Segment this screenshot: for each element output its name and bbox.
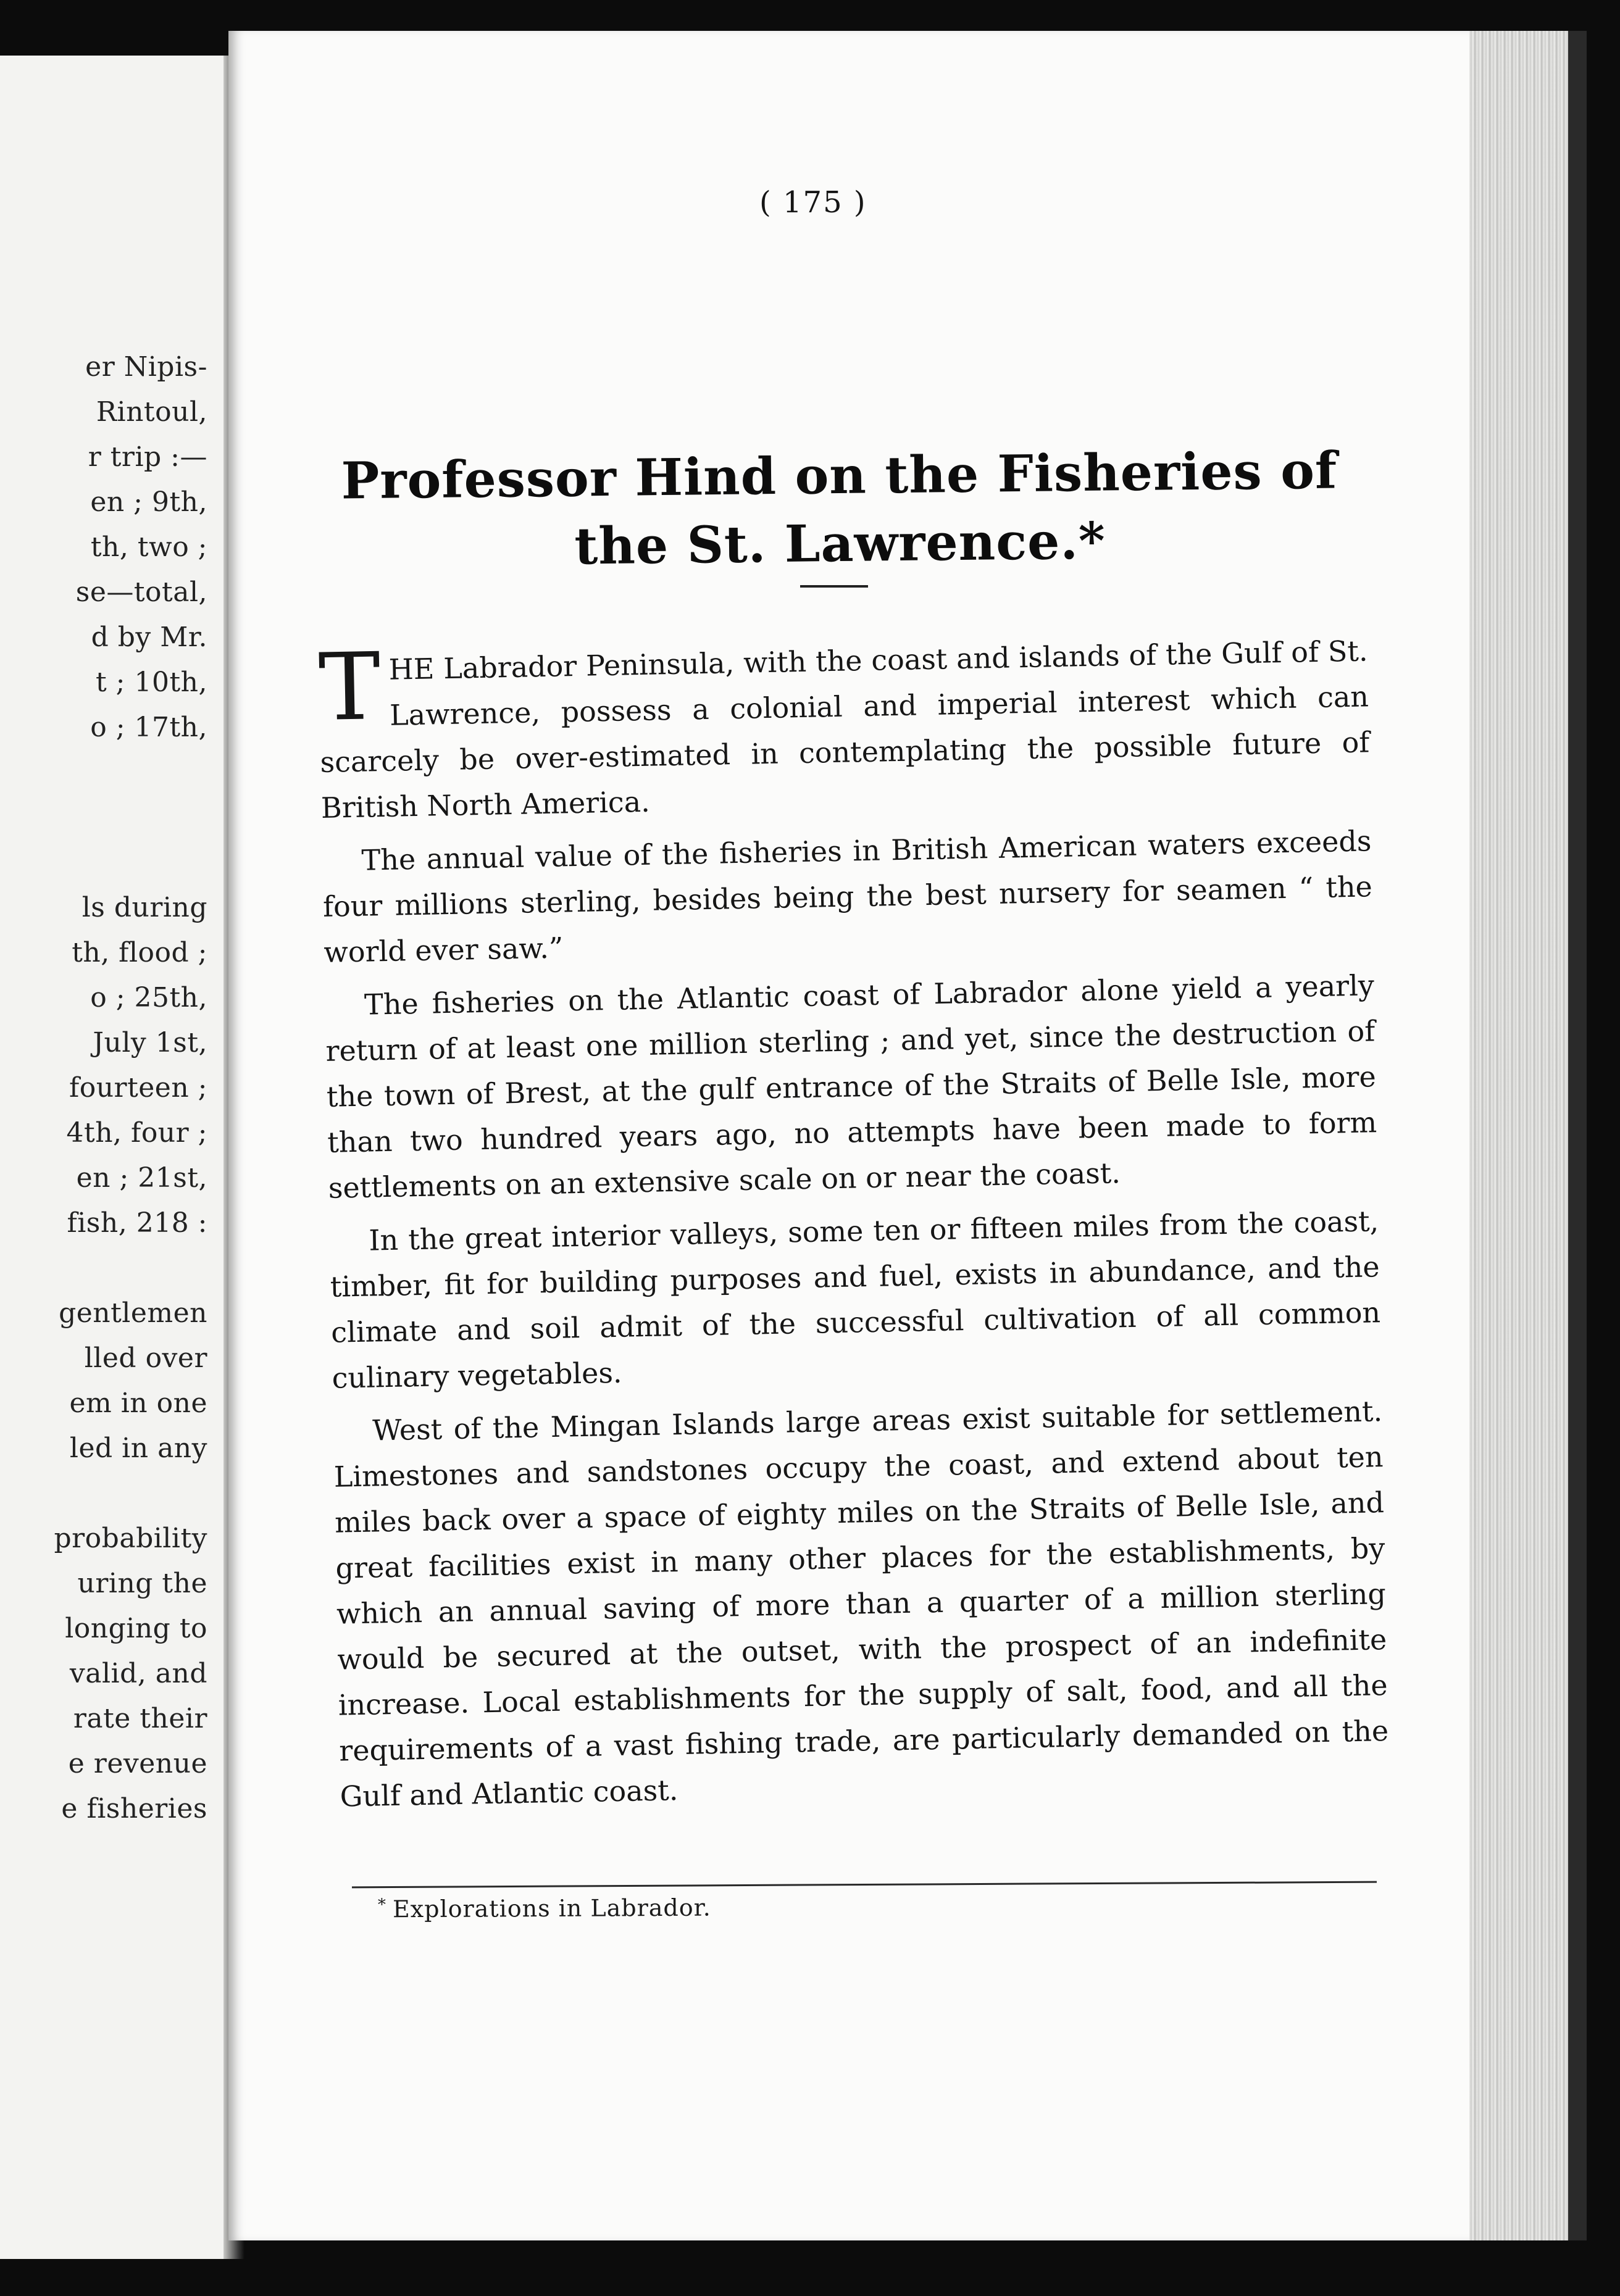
- facing-page-line: se—total,: [75, 576, 207, 608]
- facing-page-line: lled over: [84, 1342, 207, 1374]
- paragraph: In the great interior valleys, some ten or fifteen miles from the coast, timber, fit for building purposes and fuel, exists in abundance, and the climate and soil admit of the successful cultivation of all common culinary vegetables.: [330, 1204, 1381, 1395]
- title-divider: [800, 585, 868, 588]
- facing-page-line: e fisheries: [61, 1793, 207, 1824]
- facing-page: [0, 56, 235, 2259]
- facing-page-line: uring the: [77, 1568, 207, 1599]
- article-body: [318, 628, 1390, 1826]
- footnote-mark: *: [377, 1895, 387, 1915]
- facing-page-line: led in any: [69, 1433, 207, 1464]
- facing-page-line: rate their: [73, 1703, 207, 1734]
- footnote-text: Explorations in Labrador.: [392, 1894, 711, 1923]
- paragraph: The annual value of the fisheries in British American waters exceeds four millions sterling, besides being the best nursery for seamen “ the world ever saw.”: [322, 824, 1373, 969]
- facing-page-line: em in one: [69, 1387, 207, 1419]
- facing-page-line: en ; 9th,: [90, 486, 207, 518]
- paragraph-text: HE Labrador Peninsula, with the coast and islands of the Gulf of St. Lawrence, possess a colonial and imperial interest which can scarcely be over-estimated in contemplating the possible future of British North America.: [320, 634, 1370, 825]
- paragraph: [318, 628, 1371, 831]
- facing-page-line: th, flood ;: [72, 937, 207, 968]
- facing-page-line: o ; 25th,: [90, 982, 207, 1013]
- facing-page-line: t ; 10th,: [96, 667, 207, 698]
- facing-page-line: o ; 17th,: [90, 712, 207, 743]
- drop-cap: T: [317, 633, 382, 742]
- facing-page-line: gentlemen: [59, 1297, 207, 1329]
- facing-page-line: 4th, four ;: [66, 1117, 207, 1149]
- facing-page-line: probability: [54, 1523, 207, 1554]
- facing-page-line: e revenue: [68, 1748, 207, 1779]
- facing-page-line: longing to: [65, 1613, 207, 1644]
- facing-page-line: en ; 21st,: [76, 1162, 207, 1194]
- facing-page-line: fourteen ;: [69, 1072, 207, 1104]
- footnote: [378, 1894, 711, 1923]
- page-title: Professor Hind on the Fisheries of the St. Lawrence.*: [341, 441, 1338, 576]
- facing-page-line: July 1st,: [93, 1027, 207, 1059]
- paragraph: West of the Mingan Islands large areas exist suitable for settlement. Limestones and sandstones occupy the coast, and extend about ten miles back over a space of eighty miles on the Straits of Belle Isle, and great facilities exist in many other places for the establishments, by which an annual saving of more than a quarter of a million sterling would be secured at the outset, with the prospect of an indefinite increase. Local establishments for the supply of salt, food, and all the requirements of a vast fishing trade, are particularly demanded on the Gulf and Atlantic coast.: [333, 1394, 1389, 1813]
- page-number: ( 175 ): [759, 185, 867, 220]
- facing-page-line: d by Mr.: [91, 622, 207, 653]
- facing-page-line: r trip :—: [88, 441, 207, 473]
- facing-page-line: ls during: [81, 892, 207, 923]
- book-edge-shadow: [1568, 31, 1587, 2240]
- facing-page-line: th, two ;: [90, 531, 207, 563]
- facing-page-line: valid, and: [69, 1658, 207, 1689]
- facing-page-line: er Nipis-: [85, 351, 207, 383]
- facing-page-line: fish, 218 :: [67, 1207, 207, 1239]
- page-edges: [1469, 31, 1574, 2240]
- facing-page-line: Rintoul,: [96, 396, 207, 428]
- paragraph: The fisheries on the Atlantic coast of Labrador alone yield a yearly return of at least one million sterling ; and yet, since the destruction of the town of Brest, at the gulf entrance of the Straits of Belle Isle, more than two hundred years ago, no attempts have been made to form settlements on an extensive scale on or near the coast.: [325, 968, 1377, 1205]
